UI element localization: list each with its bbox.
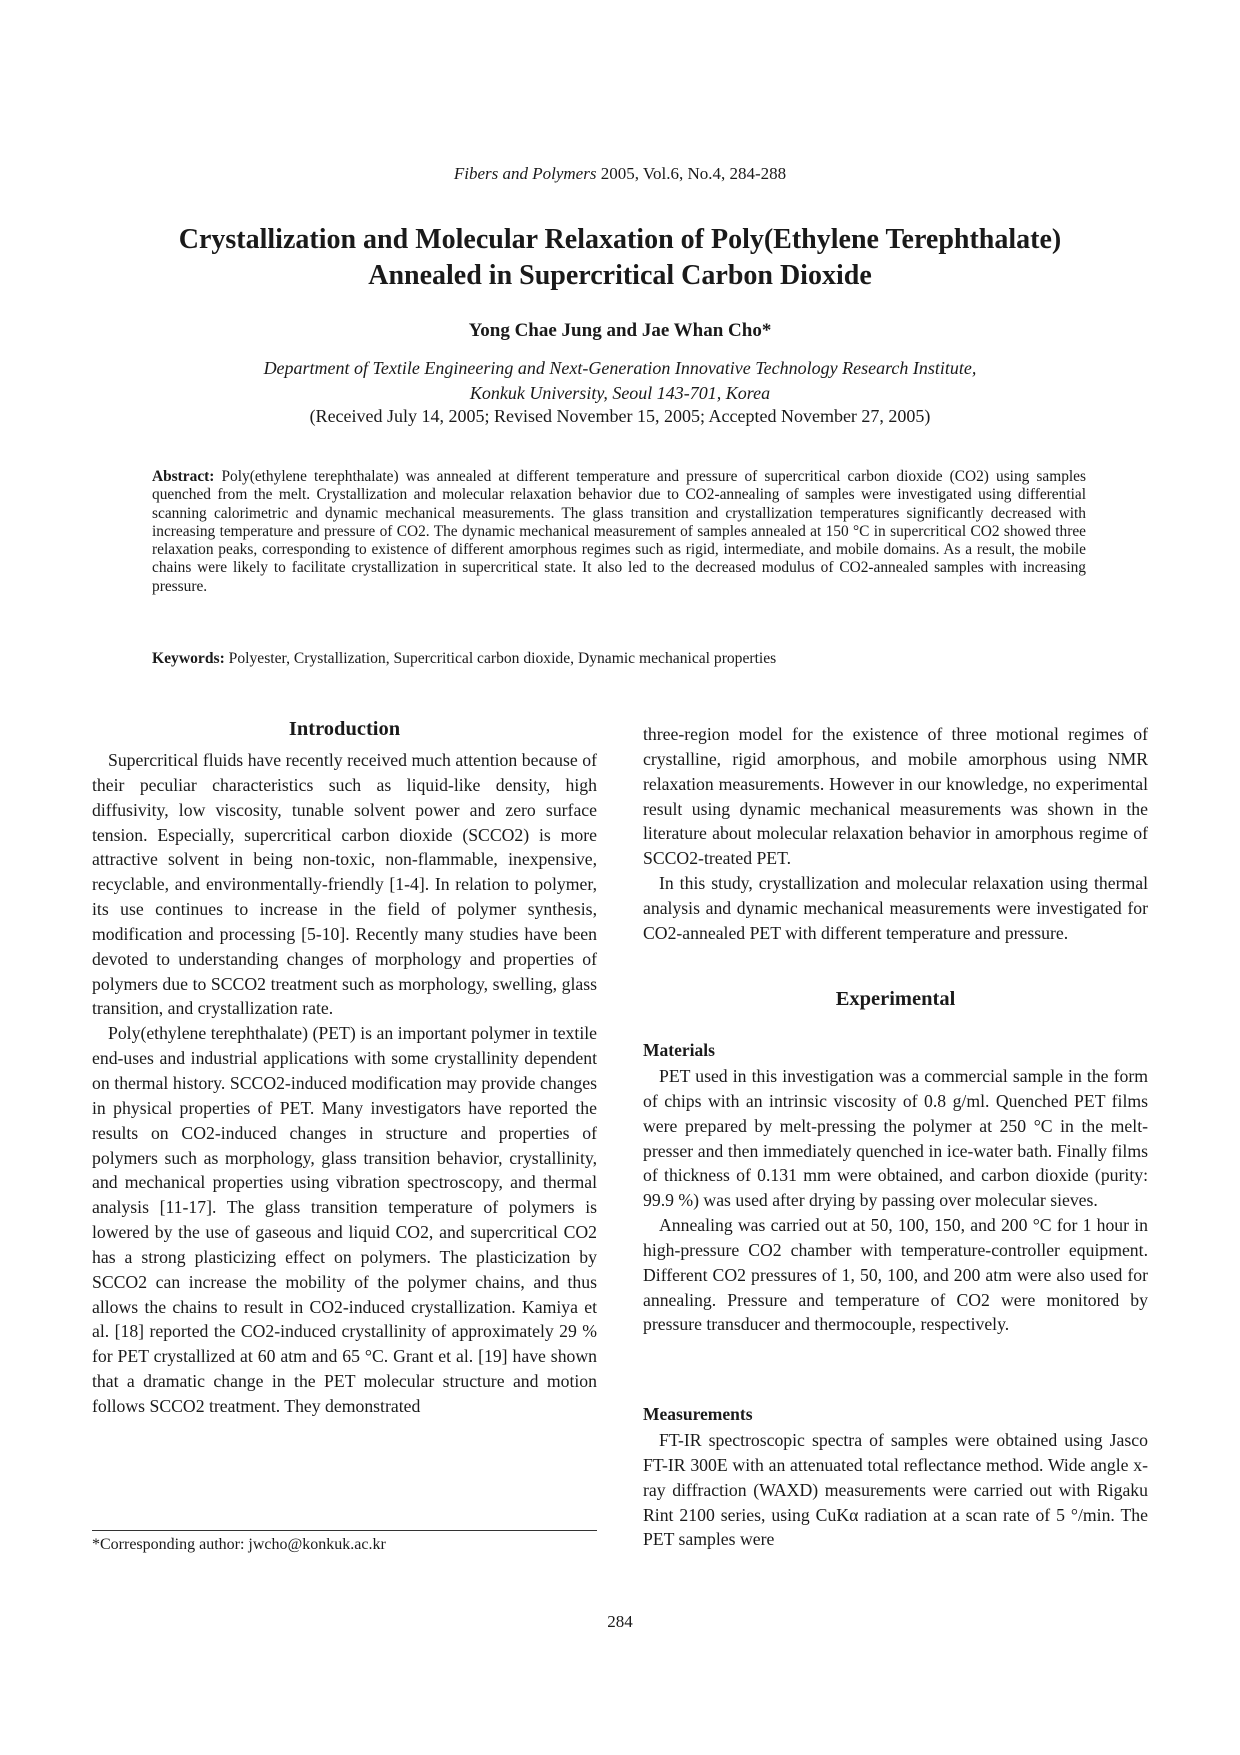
authors: Yong Chae Jung and Jae Whan Cho* — [468, 320, 772, 341]
affiliation — [60, 356, 1180, 406]
paper-title — [60, 222, 1180, 294]
intro-paragraph-1: Supercritical fluids have recently received much attention because of their peculiar characteristics such as liquid-like density, high diffusivity, low viscosity, tunable solvent power and zero surface tension. Especially, supercritical carbon dioxide (SCCO2) is more attractive solvent in being non-toxic, non-flammable, inexpensive, recyclable, and environmentally-friendly [1-4]. In relation to polymer, its use continues to increase in the field of polymer synthesis, modification and processing [5-10]. Recently many studies have been devoted to understanding changes of morphology and properties of polymers due to SCCO2 treatment such as morphology, swelling, glass transition, and crystallization rate. — [92, 750, 597, 1019]
received-dates: (Received July 14, 2005; Revised November 15, 2005; Accepted November 27, 2005) — [309, 406, 931, 426]
affiliation-line-1: Department of Textile Engineering and Next-Generation Innovative Technology Research Institute, — [263, 358, 977, 378]
affiliation-line-2: Konkuk University, Seoul 143-701, Korea — [469, 383, 771, 403]
journal-name: Fibers and Polymers — [453, 164, 597, 183]
footnote-rule — [92, 1530, 597, 1531]
left-column — [92, 748, 597, 1419]
keywords — [152, 650, 1086, 668]
section-heading-introduction: Introduction — [288, 718, 401, 740]
materials-paragraph-1: PET used in this investigation was a commercial sample in the form of chips with an intrinsic viscosity of 0.8 g/ml. Quenched PET films were prepared by melt-pressing the polymer at 250 °C in the melt-presser and then immediately quenched in ice-water bath. Finally films of thickness of 0.131 mm were obtained, and carbon dioxide (purity: 99.9 %) was used after drying by passing over molecular sieves. — [643, 1066, 1148, 1211]
subsection-heading-measurements: Measurements — [643, 1404, 753, 1424]
materials-body — [643, 1064, 1148, 1337]
journal-volume: 2005, Vol.6, No.4, 284-288 — [596, 164, 787, 183]
journal-header — [0, 164, 1240, 184]
measurements-paragraph-1: FT-IR spectroscopic spectra of samples were obtained using Jasco FT-IR 300E with an attenuated total reflectance method. Wide angle x-ray diffraction (WAXD) measurements were carried out with Rigaku Rint 2100 series, using CuKα radiation at a scan rate of 5 °/min. The PET samples were — [643, 1430, 1148, 1550]
abstract — [152, 468, 1086, 596]
measurements-body — [643, 1428, 1148, 1552]
keywords-text: Polyester, Crystallization, Supercritical carbon dioxide, Dynamic mechanical properties — [228, 650, 777, 667]
right-paragraph-1: three-region model for the existence of three motional regimes of crystalline, rigid amorphous, and mobile amorphous using NMR relaxation measurements. However in our knowledge, no experimental result using dynamic mechanical measurements was shown in the literature about molecular relaxation behavior in amorphous regime of SCCO2-treated PET. — [643, 724, 1148, 869]
abstract-text: Poly(ethylene terephthalate) was annealed at different temperature and pressure of supercritical carbon dioxide (CO2) using samples quenched from the melt. Crystallization and molecular relaxation behavior due to CO2-annealing of samples were investigated using differential scanning calorimetric and dynamic mechanical measurements. The glass transition and crystallization temperatures significantly decreased with increasing temperature and pressure of CO2. The dynamic mechanical measurement of samples annealed at 150 °C in supercritical CO2 showed three relaxation peaks, corresponding to existence of different amorphous regimes such as rigid, intermediate, and mobile domains. As a result, the mobile chains were likely to facilitate crystallization in supercritical state. It also led to the decreased modulus of CO2-annealed samples with increasing pressure. — [152, 468, 1086, 595]
right-paragraph-2: In this study, crystallization and molecular relaxation using thermal analysis and dynamic mechanical measurements were investigated for CO2-annealed PET with different temperature and pressure. — [643, 873, 1148, 943]
title-line-1: Crystallization and Molecular Relaxation of Poly(Ethylene Terephthalate) — [178, 224, 1062, 255]
intro-paragraph-2: Poly(ethylene terephthalate) (PET) is an important polymer in textile end-uses and industrial applications with some crystallinity dependent on thermal history. SCCO2-induced modification may provide changes in physical properties of PET. Many investigators have reported the results on CO2-induced changes in structure and properties of polymers such as morphology, glass transition behavior, crystallinity, and mechanical properties using vibration spectroscopy, and thermal analysis [11-17]. The glass transition temperature of polymers is lowered by the use of gaseous and liquid CO2, and supercritical CO2 has a strong plasticizing effect on polymers. The plasticization by SCCO2 can increase the mobility of the polymer chains, and thus allows the chains to result in CO2-induced crystallization. Kamiya et al. [18] reported the CO2-induced crystallinity of approximately 29 % for PET crystallized at 60 atm and 65 °C. Grant et al. [19] have shown that a dramatic change in the PET molecular structure and motion follows SCCO2 treatment. They demonstrated — [92, 1023, 597, 1416]
abstract-label: Abstract: — [152, 468, 215, 485]
page-number: 284 — [607, 1612, 633, 1631]
subsection-heading-materials: Materials — [643, 1040, 715, 1060]
title-line-2: Annealed in Supercritical Carbon Dioxide — [368, 260, 872, 291]
materials-paragraph-2: Annealing was carried out at 50, 100, 150, and 200 °C for 1 hour in high-pressure CO2 chamber with temperature-controller equipment. Different CO2 pressures of 1, 50, 100, and 200 atm were also used for annealing. Pressure and temperature of CO2 were monitored by pressure transducer and thermocouple, respectively. — [643, 1215, 1148, 1335]
section-heading-experimental: Experimental — [835, 988, 956, 1010]
keywords-label: Keywords: — [152, 650, 225, 667]
footnote: *Corresponding author: jwcho@konkuk.ac.kr — [92, 1536, 386, 1553]
right-column-top — [643, 722, 1148, 946]
